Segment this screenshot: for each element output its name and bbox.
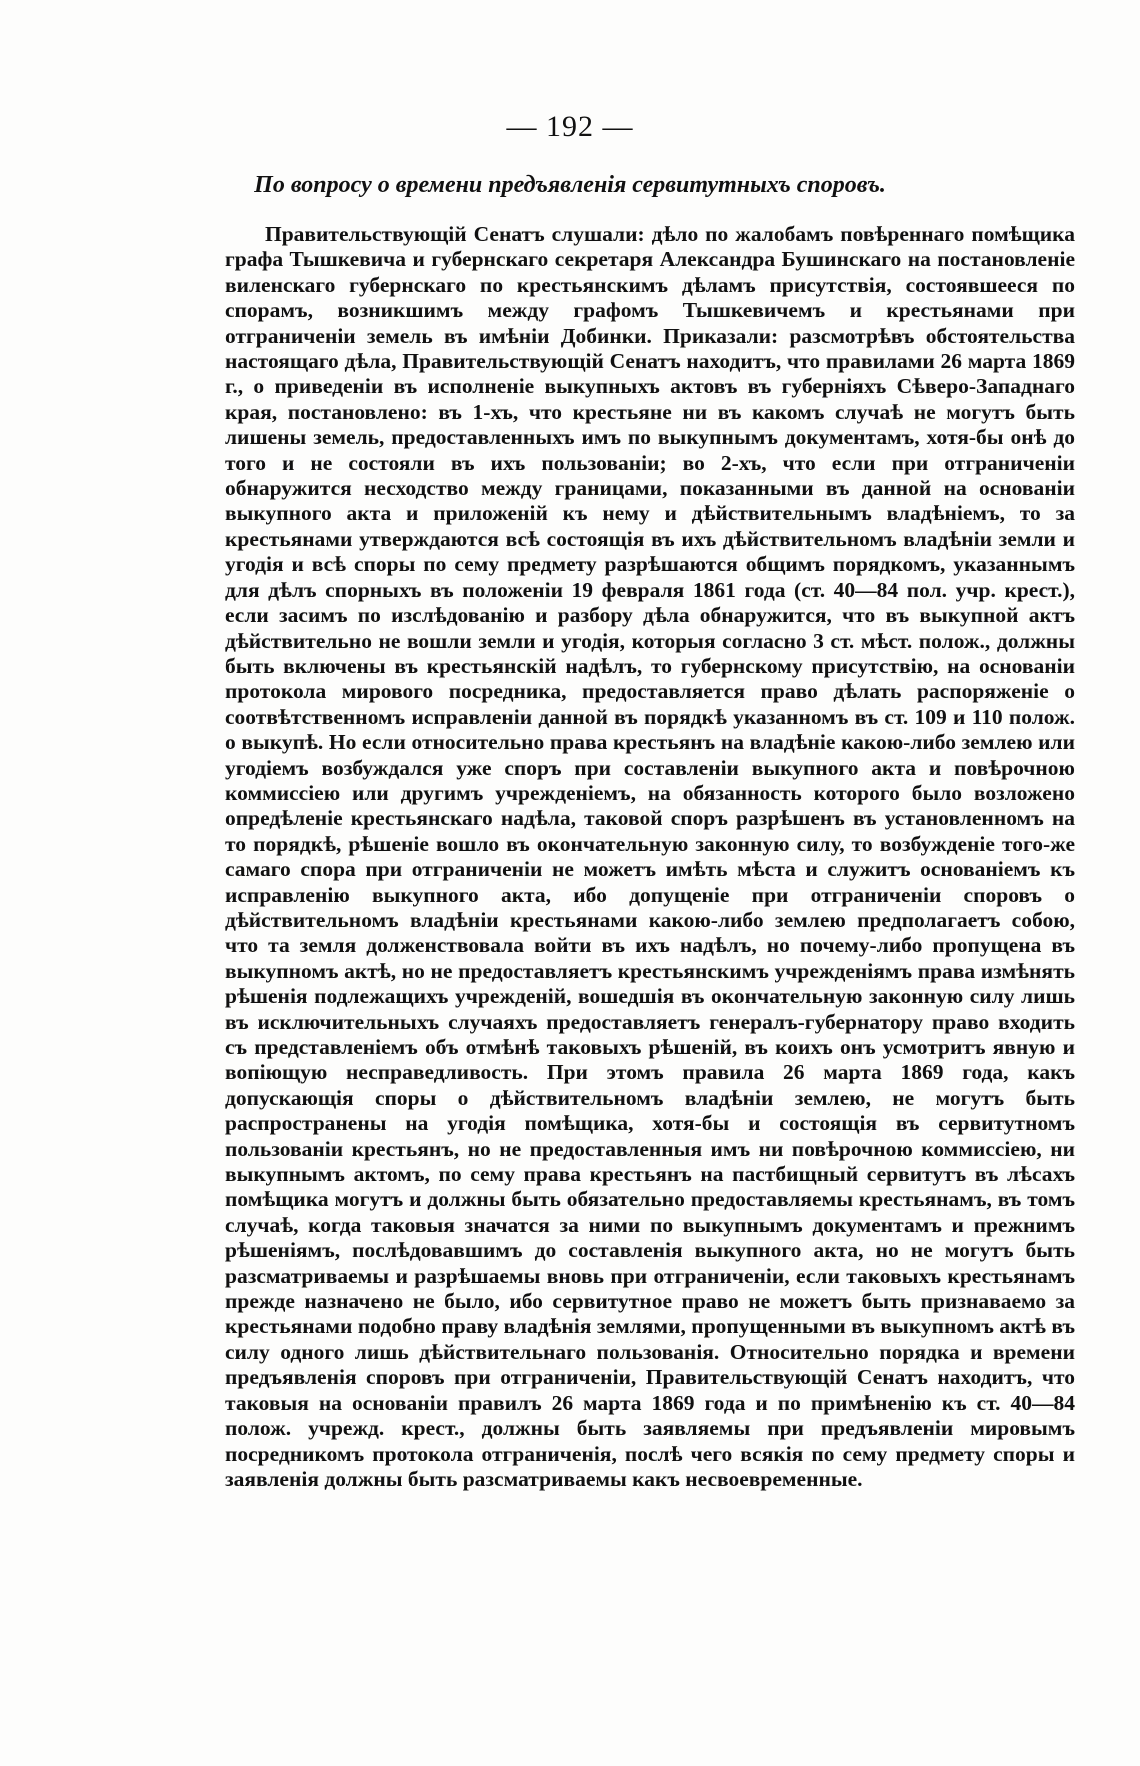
section-title: По вопросу о времени предъявленія сервитутныхъ споровъ. [254,172,886,198]
body-paragraph: Правительствующій Сенатъ слушали: дѣло по жалобамъ повѣреннаго помѣщика графа Тышкевича и губернскаго секретаря Александра Бушинскаго на постановленіе виленскаго губернскаго по крестьянскимъ дѣламъ присутствія, состоявшееся по спорамъ, возникшимъ между графомъ Тышкевичемъ и крестьянами при отграниченіи земель въ имѣніи Добинки. Приказали: разсмотрѣвъ обстоятельства настоящаго дѣла, Правительствующій Сенатъ находитъ, что правилами 26 марта 1869 г., о приведеніи въ исполненіе выкупныхъ актовъ въ губерніяхъ Сѣверо-Западнаго края, постановлено: въ 1-хъ, что крестьяне ни въ какомъ случаѣ не могутъ быть лишены земель, предоставленныхъ имъ по выкупнымъ документамъ, хотя-бы онѣ до того и не состояли въ ихъ пользованіи; во 2-хъ, что если при отграниченіи обнаружится несходство между границами, показанными въ данной на основаніи выкупного акта и приложеній къ нему и дѣйствительнымъ владѣніемъ, то за крестьянами утверждаются всѣ состоящія въ ихъ дѣйствительномъ владѣніи земли и угодія и всѣ споры по сему предмету разрѣшаются общимъ порядкомъ, указаннымъ для дѣлъ спорныхъ въ положеніи 19 февраля 1861 года (ст. 40—84 пол. учр. крест.), если засимъ по изслѣдованію и разбору дѣла обнаружится, что въ выкупной актъ дѣйствительно не вошли земли и угодія, которыя согласно 3 ст. мѣст. полож., должны быть включены въ крестьянскій надѣлъ, то губернскому присутствію, на основаніи протокола мирового посредника, предоставляется право дѣлать распоряженіе о соотвѣтственномъ исправленіи данной въ порядкѣ указанномъ въ ст. 109 и 110 полож. о выкупѣ. Но если относительно права крестьянъ на владѣніе какою-либо землею или угодіемъ возбуждался уже споръ при составленіи выкупного акта и повѣрочною коммиссіею или другимъ учрежденіемъ, на обязанность которого было возложено опредѣленіе крестьянскаго надѣла, таковой споръ разрѣшенъ въ установленномъ на то порядкѣ, рѣшеніе вошло въ окончательную законную силу, то возбужденіе того-же самаго спора при отграниченіи не можетъ имѣть мѣста и служитъ основаніемъ къ исправленію выкупного акта, ибо допущеніе при отграниченіи споровъ о дѣйствительномъ владѣніи крестьянами какою-либо землею предполагаетъ собою, что та земля долженствовала войти въ ихъ надѣлъ, но почему-либо пропущена въ выкупномъ актѣ, но не предоставляетъ крестьянскимъ учрежденіямъ права измѣнять рѣшенія подлежащихъ учрежденій, вошедшія въ окончательную законную силу лишь въ исключительныхъ случаяхъ предоставляетъ генералъ-губернатору право входить съ представленіемъ объ отмѣнѣ таковыхъ рѣшеній, въ коихъ онъ усмотритъ явную и вопіющую несправедливость. При этомъ правила 26 марта 1869 года, какъ допускающія споры о дѣйствительномъ владѣніи землею, не могутъ быть распространены на угодія помѣщика, хотя-бы и состоящія въ сервитутномъ пользованіи крестьянъ, но не предоставленныя имъ ни повѣрочною коммиссіею, ни выкупнымъ актомъ, по сему права крестьянъ на пастбищный сервитутъ въ лѣсахъ помѣщика могутъ и должны быть обязательно предоставляемы крестьянамъ, въ томъ случаѣ, когда таковыя значатся за ними по выкупнымъ документамъ и прежнимъ рѣшеніямъ, послѣдовавшимъ до составленія выкупного акта, но не могутъ быть разсматриваемы и разрѣшаемы вновь при отграниченіи, если таковыхъ крестьянамъ прежде назначено не было, ибо сервитутное право не можетъ быть признаваемо за крестьянами подобно праву владѣнія землями, пропущенными въ выкупномъ актѣ въ силу одного лишь дѣйствительнаго пользованія. Относительно порядка и времени предъявленія споровъ при отграниченіи, Правительствующій Сенатъ находитъ, что таковыя на основаніи правилъ 26 марта 1869 года и по примѣненію къ ст. 40—84 полож. учрежд. крест., должны быть заявляемы при предъявленіи мировымъ посредникомъ протокола отграниченія, послѣ чего всякія по сему предмету споры и заявленія должны быть разсматриваемы какъ несвоевременные. [225,222,1075,1491]
page-number: — 192 — [506,110,634,143]
